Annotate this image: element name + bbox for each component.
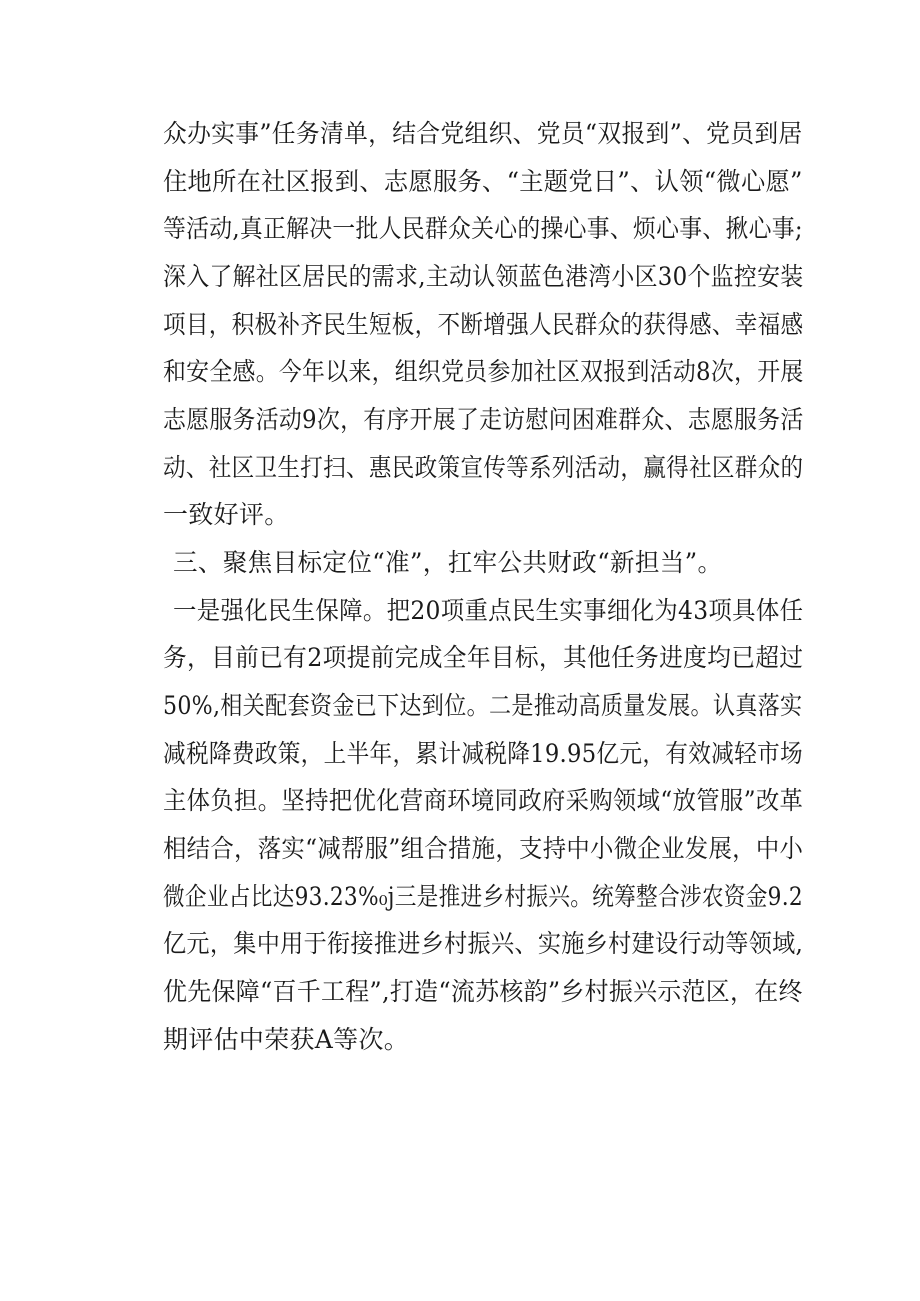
text-line: 主体负担。坚持把优化营商环境同政府采购领域“放管服”改革 [163,786,804,815]
text-line: 亿元，集中用于衔接推进乡村振兴、实施乡村建设行动等领域, [163,929,804,958]
text-line: 动、社区卫生打扫、惠民政策宣传等系列活动，赢得社区群众的 [163,453,804,482]
text-line: 等活动,真正解决一批人民群众关心的操心事、烦心事、揪心事; [163,214,803,243]
text-line: 项目，积极补齐民生短板，不断增强人民群众的获得感、幸福感 [163,310,804,339]
text-line: 期评估中荣获A等次。 [163,1025,410,1054]
text-line: 减税降费政策，上半年，累计减税降19.95亿元，有效减轻市场 [163,739,803,768]
text-line: 务，目前已有2项提前完成全年目标，其他任务进度均已超过 [163,643,804,672]
text-line: 众办实事”任务清单，结合党组织、党员“双报到”、党员到居 [163,119,803,148]
text-line: 50%,相关配套资金已下达到位。二是推动高质量发展。认真落实 [163,691,803,720]
section-heading: 三、聚焦目标定位“准”，扛牢公共财政“新担当”。 [173,548,723,577]
text-line: 一致好评。 [163,500,290,529]
text-line: 和安全感。今年以来，组织党员参加社区双报到活动8次，开展 [163,357,804,386]
text-line: 一是强化民生保障。把20项重点民生实事细化为43项具体任 [173,596,804,625]
text-line: 志愿服务活动9次，有序开展了走访慰问困难群众、志愿服务活 [163,405,804,434]
text-line: 住地所在社区报到、志愿服务、“主题党日”、认领“微心愿” [163,167,803,196]
text-line: 优先保障“百千工程”,打造“流苏核韵”乡村振兴示范区，在终 [163,977,803,1006]
text-line: 深入了解社区居民的需求,主动认领蓝色港湾小区30个监控安装 [163,262,804,291]
text-line: 微企业占比达93.23%₀j三是推进乡村振兴。统筹整合涉农资金9.2 [163,882,803,911]
text-line: 相结合，落实“减帮服”组合措施，支持中小微企业发展，中小 [163,834,804,863]
